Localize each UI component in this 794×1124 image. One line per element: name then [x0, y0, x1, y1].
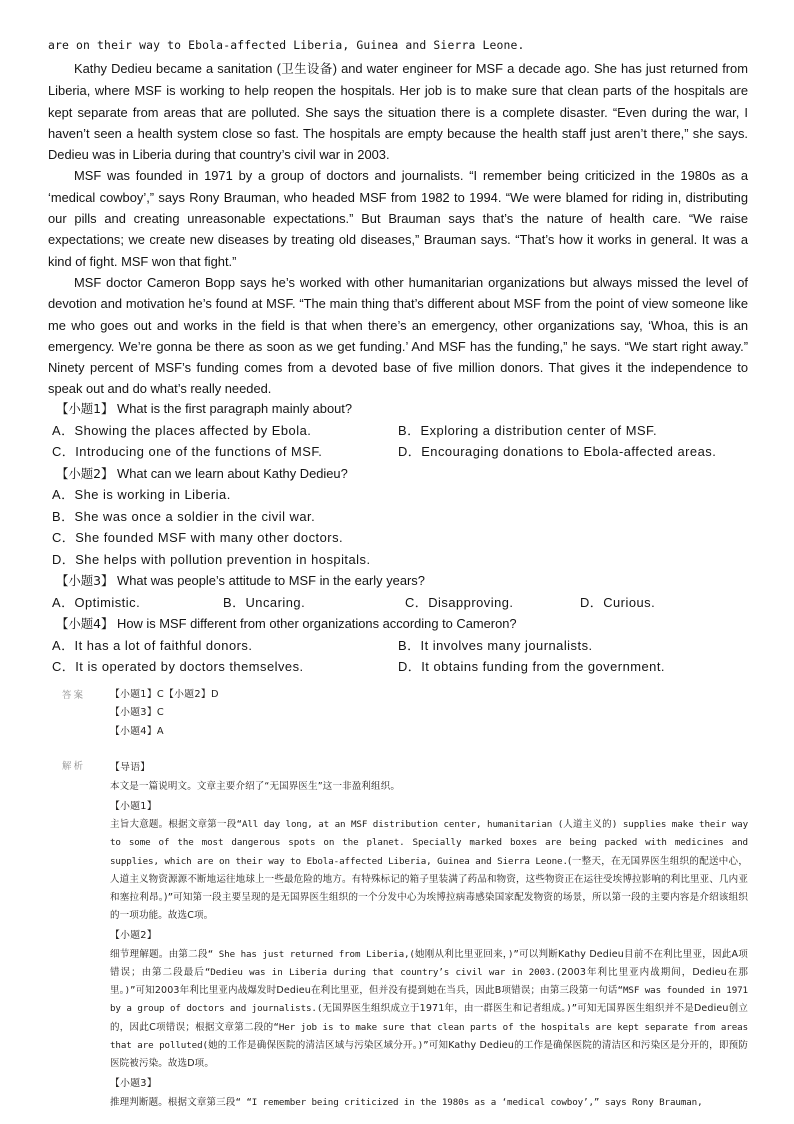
analysis-item-text-2: 细节理解题。由第二段“ She has just returned from Liberia,(她刚从利比里亚回来，)”可以判断Kathy Dedieu目前不在利比里亚，因此A项错误；由第二段最后“Dedieu was in Liberia during that country’s civil war in 2003.(2003年利比里亚内战期间，Dedieu在那里。)”可知2003年利比里亚内战爆发时Dedieu在利比里亚，但并没有提到她在当兵，因此B项错误；由第三段第一句话“MSF was founded in 1971 by a group of doctors and journalists.(无国界医生组织成立于1971年，由一群医生和记者组成。)”可知无国界医生组织并不是Dedieu创立的，因此C项错误；根据文章第二段的“Her job is to make sure that clean parts of the hospitals are kept separate from areas that are polluted(她的工作是确保医院的清洁区域与污染区域分开。)”可知Kathy Dedieu的工作是确保医院的清洁区和污染区是分开的，即预防医院被污染。故选D项。 — [110, 948, 749, 1070]
passage-paragraph-2: MSF was founded in 1971 by a group of doctors and journalists. “I remember being criticized in the 1980s as a ‘medical cowboy’,” says Rony Brauman, who headed MSF from 1982 to 1994. “We were blamed for riding in, distributing our pills and creating unreasonable expectations.” But Brauman says that’s the nature of health care. “We raise expectations; we create new diseases by treating old diseases,” Brauman says. “That’s how it works in general. It was a kind of fight. MSF won that fight.” — [48, 168, 748, 269]
answer-block — [48, 686, 748, 741]
questions-list — [48, 398, 748, 678]
question-stem-1: 【小题1】 What is the first paragraph mainly about? — [56, 401, 353, 416]
option-2-A[interactable]: A．She is working in Liberia. — [52, 487, 231, 502]
option-1-C[interactable]: C．Introducing one of the functions of MSF. — [52, 444, 323, 459]
analysis-guide-heading: 【导语】 — [110, 762, 151, 774]
question-stem-3: 【小题3】 What was people’s attitude to MSF in the early years? — [56, 573, 425, 588]
answer-label: 答案 — [62, 690, 86, 701]
analysis-body — [110, 757, 748, 1112]
analysis-item-text-1: 主旨大意题。根据文章第一段“All day long, at an MSF distribution center, humanitarian (人道主义的) supplies make their way to some of the most dangerous spots on the planet. Specially marked boxes are being packed with medicines and supplies, which are on their way to Ebola-affected Liberia, Guinea and Sierra Leone.(一整天，在无国界医生组织的配送中心，人道主义物资源源不断地运往地球上一些最危险的地方。有特殊标记的箱子里装满了药品和物资，这些物资正在运往受埃博拉影响的利比里亚、几内亚和塞拉利昂。)”可知第一段主要呈现的是无国界医生组织的一个分发中心为埃博拉病毒感染国家配发物资的场景，所以第一段的主要内容是介绍该组织的一项功能。故选C项。 — [110, 819, 749, 922]
option-row — [48, 420, 748, 442]
analysis-item-heading-2: 【小题2】 — [110, 930, 157, 942]
option-4-D[interactable]: D．It obtains funding from the government. — [398, 659, 665, 674]
option-4-C[interactable]: C．It is operated by doctors themselves. — [52, 659, 304, 674]
option-2-C[interactable]: C．She founded MSF with many other doctors. — [52, 530, 344, 545]
answer-line-3: 【小题4】A — [110, 725, 164, 737]
option-2-D[interactable]: D．She helps with pollution prevention in hospitals. — [52, 551, 371, 567]
option-4-A[interactable]: A．It has a lot of faithful donors. — [52, 637, 253, 653]
question-stem-2: 【小题2】 What can we learn about Kathy Dedieu? — [56, 465, 348, 481]
option-row — [48, 506, 748, 528]
option-4-B[interactable]: B．It involves many journalists. — [398, 637, 593, 653]
passage-paragraph-1: Kathy Dedieu became a sanitation (卫生设备) and water engineer for MSF a decade ago. She has just returned from Liberia, where MSF is working to help reopen the hospitals. Her job is to make sure that clean parts of the hospitals are kept separate from areas that are polluted. She says the situation there is a complete disaster. “Even during the war, I haven’t seen a health system close so fast. The hospitals are empty because the health staff just aren’t there,” she says. Dedieu was in Liberia during that country’s civil war in 2003. — [48, 61, 748, 163]
analysis-guide-text: 本文是一篇说明文。文章主要介绍了“无国界医生”这一非盈利组织。 — [110, 780, 400, 792]
option-3-B[interactable]: B．Uncaring. — [223, 594, 306, 610]
reading-passage — [48, 36, 748, 400]
option-row — [48, 484, 748, 506]
answer-line-2: 【小题3】C — [110, 707, 165, 719]
option-3-A[interactable]: A．Optimistic. — [52, 594, 141, 610]
option-3-C[interactable]: C．Disapproving. — [405, 594, 514, 610]
analysis-item-heading-1: 【小题1】 — [110, 800, 157, 812]
solution-area — [48, 686, 748, 1112]
option-1-B[interactable]: B．Exploring a distribution center of MSF. — [398, 422, 658, 438]
option-3-D[interactable]: D．Curious. — [580, 594, 656, 610]
answer-body — [110, 686, 748, 741]
option-row — [48, 527, 748, 549]
question-stem-4: 【小题4】 How is MSF different from other organizations according to Cameron? — [56, 616, 517, 631]
analysis-block — [48, 757, 748, 1112]
option-row — [48, 635, 748, 657]
passage-continuation-line: are on their way to Ebola-affected Liberia, Guinea and Sierra Leone. — [48, 38, 525, 52]
answer-line-1: 【小题1】C【小题2】D — [110, 689, 219, 700]
option-2-B[interactable]: B．She was once a soldier in the civil war. — [52, 508, 316, 524]
option-row — [48, 441, 748, 463]
analysis-item-text-3: 推理判断题。根据文章第三段“ “I remember being criticized in the 1980s as a ‘medical cowboy’,” says Rony Brauman, — [110, 1096, 703, 1108]
analysis-label: 解析 — [62, 761, 86, 773]
option-row — [48, 549, 748, 571]
analysis-item-heading-3: 【小题3】 — [110, 1078, 157, 1090]
option-row — [48, 656, 748, 678]
option-row — [48, 592, 748, 614]
option-1-D[interactable]: D．Encouraging donations to Ebola-affected areas. — [398, 444, 717, 459]
passage-paragraph-3: MSF doctor Cameron Bopp says he’s worked with other humanitarian organizations but always missed the level of devotion and motivation he’s found at MSF. “The main thing that’s different about MSF from the point of view someone like me who goes out and works in the field is that when there’s an emergency, other organizations say, ‘Whoa, this is an emergency. We’re gonna be there as soon as we get funding.’ And MSF has the funding,” he says. “We start right away.” Ninety percent of MSF’s funding comes from a devoted base of five million donors. That gives it the independence to speak out and do what’s really needed. — [48, 274, 748, 397]
option-1-A[interactable]: A．Showing the places affected by Ebola. — [52, 422, 312, 438]
